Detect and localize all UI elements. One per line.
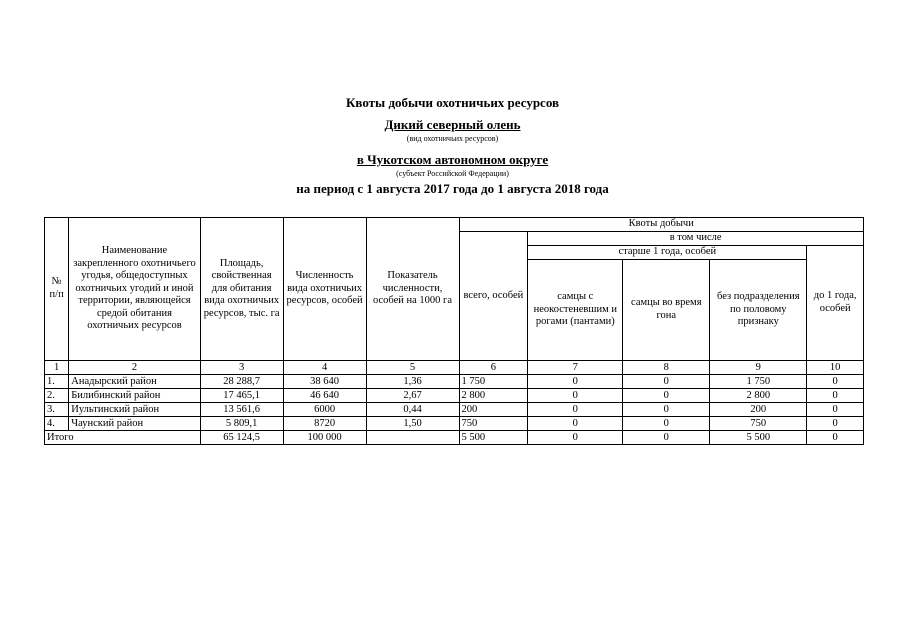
header-males-rut: самцы во время гона — [623, 260, 710, 361]
header-density: Показатель численности, особей на 1000 га — [366, 218, 459, 361]
row-area: 5 809,1 — [200, 417, 283, 431]
column-number: 7 — [528, 361, 623, 375]
row-name: Иультинский район — [69, 403, 200, 417]
row-no-sex: 200 — [710, 403, 807, 417]
column-number: 10 — [807, 361, 864, 375]
row-males-rut: 0 — [623, 389, 710, 403]
row-males-velvet: 0 — [528, 417, 623, 431]
document-title: Квоты добычи охотничьих ресурсов — [345, 95, 560, 110]
row-under1: 0 — [807, 389, 864, 403]
row-no-sex: 2 800 — [710, 389, 807, 403]
header-total: всего, особей — [459, 232, 528, 361]
row-males-rut: 0 — [623, 375, 710, 389]
row-total: 1 750 — [459, 375, 528, 389]
row-no-sex: 750 — [710, 417, 807, 431]
header-num: № п/п — [45, 218, 69, 361]
row-males-velvet: 0 — [528, 389, 623, 403]
totals-no-sex: 5 500 — [710, 431, 807, 445]
species-caption: (вид охотничьих ресурсов) — [406, 134, 499, 143]
row-number: 1. — [45, 375, 69, 389]
row-number: 4. — [45, 417, 69, 431]
header-area: Площадь, свойственная для обитания вида охотничьих ресурсов, тыс. га — [200, 218, 283, 361]
row-no-sex: 1 750 — [710, 375, 807, 389]
column-number: 4 — [283, 361, 366, 375]
table-row — [45, 403, 864, 417]
table-row — [45, 417, 864, 431]
region-name: в Чукотском автономном округе — [356, 152, 549, 167]
totals-males-rut: 0 — [623, 431, 710, 445]
header-under1: до 1 года, особей — [807, 246, 864, 361]
column-number: 3 — [200, 361, 283, 375]
row-name: Чаунский район — [69, 417, 200, 431]
header-row — [45, 218, 864, 232]
quota-table — [44, 217, 864, 445]
table-row — [45, 375, 864, 389]
species-name: Дикий северный олень — [384, 117, 521, 132]
row-males-velvet: 0 — [528, 403, 623, 417]
header-quota: Квоты добычи — [459, 218, 863, 232]
totals-density — [366, 431, 459, 445]
header-males-velvet: самцы с неокостеневшим и рогами (пантами) — [528, 260, 623, 361]
column-number: 5 — [366, 361, 459, 375]
row-density: 1,50 — [366, 417, 459, 431]
header-no-sex: без подразделения по половому признаку — [710, 260, 807, 361]
row-population: 6000 — [283, 403, 366, 417]
header-name: Наименование закрепленного охотничьего угодья, общедоступных охотничьих угодий и иной территории, являющейся средой обитания охотничьих ресурсов — [69, 218, 200, 361]
column-number: 8 — [623, 361, 710, 375]
row-name: Анадырский район — [69, 375, 200, 389]
period-text: на период с 1 августа 2017 года до 1 августа 2018 года — [296, 181, 609, 196]
totals-row — [45, 431, 864, 445]
column-number: 9 — [710, 361, 807, 375]
row-population: 46 640 — [283, 389, 366, 403]
totals-area: 65 124,5 — [200, 431, 283, 445]
row-males-rut: 0 — [623, 417, 710, 431]
row-under1: 0 — [807, 375, 864, 389]
row-density: 1,36 — [366, 375, 459, 389]
row-total: 2 800 — [459, 389, 528, 403]
row-total: 750 — [459, 417, 528, 431]
row-population: 38 640 — [283, 375, 366, 389]
table-row — [45, 389, 864, 403]
totals-under1: 0 — [807, 431, 864, 445]
row-density: 0,44 — [366, 403, 459, 417]
row-males-rut: 0 — [623, 403, 710, 417]
totals-population: 100 000 — [283, 431, 366, 445]
row-density: 2,67 — [366, 389, 459, 403]
header-population: Численность вида охотничьих ресурсов, особей — [283, 218, 366, 361]
row-area: 17 465,1 — [200, 389, 283, 403]
column-number: 1 — [45, 361, 69, 375]
row-area: 13 561,6 — [200, 403, 283, 417]
header-older: старше 1 года, особей — [528, 246, 807, 260]
column-number-row — [45, 361, 864, 375]
row-total: 200 — [459, 403, 528, 417]
column-number: 6 — [459, 361, 528, 375]
row-males-velvet: 0 — [528, 375, 623, 389]
row-name: Билибинский район — [69, 389, 200, 403]
row-area: 28 288,7 — [200, 375, 283, 389]
row-population: 8720 — [283, 417, 366, 431]
column-number: 2 — [69, 361, 200, 375]
totals-label: Итого — [45, 431, 201, 445]
row-number: 3. — [45, 403, 69, 417]
totals-males-velvet: 0 — [528, 431, 623, 445]
row-under1: 0 — [807, 417, 864, 431]
region-caption: (субъект Российской Федерации) — [396, 169, 509, 178]
header-including: в том числе — [528, 232, 864, 246]
row-under1: 0 — [807, 403, 864, 417]
totals-total: 5 500 — [459, 431, 528, 445]
row-number: 2. — [45, 389, 69, 403]
